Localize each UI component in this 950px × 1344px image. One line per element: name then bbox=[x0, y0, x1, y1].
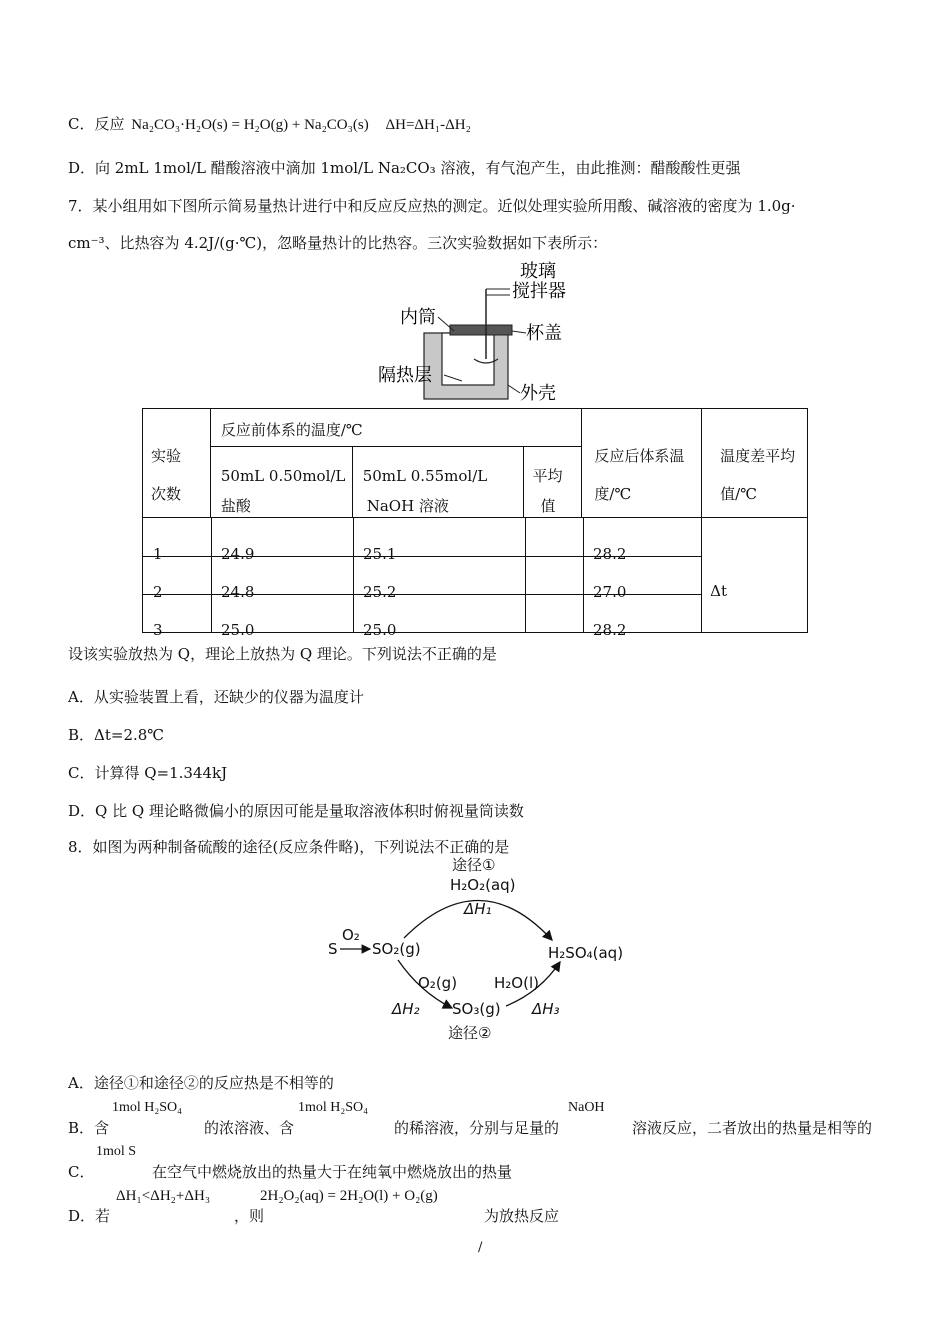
q8-option-b-p4: 溶液反应，二者放出的热量是相等的 bbox=[632, 1119, 873, 1137]
label-shell: 外壳 bbox=[520, 383, 556, 404]
label-stirrer: 搅拌器 bbox=[512, 281, 566, 302]
q7-stem-line1: 7．某小组用如下图所示简易量热计进行中和反应反应热的测定。近似处理实验所用酸、碱溶液的密度为 1.0g· bbox=[68, 197, 796, 215]
row1-trial: 1 bbox=[153, 545, 163, 563]
q7-after-table: 设该实验放热为 Q，理论上放热为 Q 理论。下列说法不正确的是 bbox=[68, 645, 497, 663]
q7-option-b: B．Δt=2.8℃ bbox=[68, 726, 165, 744]
diff-value: Δt bbox=[710, 582, 728, 600]
q8-option-c-formula: 1mol S bbox=[96, 1144, 137, 1159]
so3-label: SO₃(g) bbox=[452, 1000, 501, 1018]
route2-label: 途径② bbox=[448, 1024, 492, 1042]
header-after-line2: 度/℃ bbox=[594, 485, 632, 503]
row2-acid: 24.8 bbox=[221, 583, 255, 601]
q8-option-d-p3: 为放热反应 bbox=[484, 1207, 560, 1225]
header-acid-line1: 50mL 0.50mol/L bbox=[220, 467, 346, 485]
so2-label: SO₂(g) bbox=[372, 940, 421, 958]
h2ol-label: H₂O(l) bbox=[494, 974, 539, 992]
header-avg-line1: 平均 bbox=[532, 467, 563, 485]
header-diff-line2: 值/℃ bbox=[720, 485, 757, 503]
q8-option-c-p1: C． bbox=[68, 1163, 95, 1181]
dh3-label: ΔH₃ bbox=[532, 1000, 560, 1018]
o2-label: O₂ bbox=[342, 926, 360, 944]
header-avg-line2: 值 bbox=[540, 497, 556, 515]
q8-option-b-p2: 的浓溶液、含 bbox=[204, 1119, 295, 1137]
sulfuric-acid-routes-diagram bbox=[320, 852, 640, 1047]
dh1-label: ΔH₁ bbox=[464, 900, 492, 918]
q7-option-c: C．计算得 Q=1.344kJ bbox=[68, 764, 228, 782]
route1-label: 途径① bbox=[452, 856, 496, 874]
header-trial-line2: 次数 bbox=[151, 485, 182, 503]
q8-option-d-formula2: 2H₂O₂(aq) = 2H₂O(l) + O₂(g) bbox=[260, 1188, 438, 1204]
q7-option-d: D．Q 比 Q 理论略微偏小的原因可能是量取溶液体积时俯视量筒读数 bbox=[68, 802, 524, 820]
experiment-table bbox=[142, 408, 808, 639]
cup-lid bbox=[450, 325, 512, 335]
dh2-label: ΔH₂ bbox=[392, 1000, 420, 1018]
q8-option-b-p1: B．含 bbox=[68, 1119, 110, 1137]
q8-option-a: A．途径①和途径②的反应热是不相等的 bbox=[68, 1074, 334, 1092]
header-after bbox=[582, 409, 702, 518]
row2-trial: 2 bbox=[153, 583, 163, 601]
header-acid bbox=[210, 447, 352, 518]
header-base bbox=[352, 447, 524, 518]
h2so4-label: H₂SO₄(aq) bbox=[548, 944, 624, 962]
q7-option-a: A．从实验装置上看，还缺少的仪器为温度计 bbox=[68, 688, 364, 706]
header-base-line1: 50mL 0.55mol/L bbox=[362, 467, 488, 485]
q8-option-c-p2: 在空气中燃烧放出的热量大于在纯氧中燃烧放出的热量 bbox=[152, 1163, 513, 1181]
header-before bbox=[210, 409, 582, 447]
q8-option-d-formula1: ΔH₁<ΔH₂+ΔH₃ bbox=[116, 1188, 211, 1204]
header-diff bbox=[702, 409, 808, 518]
q8-option-b-formula3: NaOH bbox=[568, 1100, 605, 1115]
q6-option-c-equation: Na₂CO₃·H₂O(s) = H₂O(g) + Na₂CO₃(s) bbox=[131, 117, 369, 133]
header-avg bbox=[524, 447, 582, 518]
h2o2-label: H₂O₂(aq) bbox=[450, 876, 516, 894]
data-rows-area bbox=[143, 518, 702, 639]
q6-option-c bbox=[68, 113, 471, 134]
page-footer: / bbox=[478, 1240, 483, 1255]
q6-option-d: D．向 2mL 1mol/L 醋酸溶液中滴加 1mol/L Na₂CO₃ 溶液，有气泡产生，由此推测：醋酸酸性更强 bbox=[68, 159, 741, 177]
row1-acid: 24.9 bbox=[221, 545, 255, 563]
q8-option-b-p3: 的稀溶液，分别与足量的 bbox=[394, 1119, 560, 1137]
label-lid: 杯盖 bbox=[526, 323, 562, 344]
row2-after: 27.0 bbox=[593, 583, 627, 601]
header-base-line2: NaOH 溶液 bbox=[366, 497, 449, 515]
q8-option-d-p1: D．若 bbox=[68, 1207, 111, 1225]
row1-base: 25.1 bbox=[363, 545, 397, 563]
label-inner-cup: 内筒 bbox=[400, 307, 436, 328]
q6-option-c-label: C．反应 bbox=[68, 115, 125, 133]
diff-value-cell bbox=[702, 518, 808, 633]
label-insulation: 隔热层 bbox=[378, 365, 432, 386]
q8-stem: 8．如图为两种制备硫酸的途径(反应条件略)，下列说法不正确的是 bbox=[68, 838, 510, 856]
q8-option-b-formula1: 1mol H₂SO₄ bbox=[112, 1100, 183, 1115]
row1-after: 28.2 bbox=[593, 545, 627, 563]
header-diff-line1: 温度差平均 bbox=[720, 447, 796, 465]
header-before-text: 反应前体系的温度/℃ bbox=[220, 421, 363, 439]
row2-base: 25.2 bbox=[363, 583, 397, 601]
header-trial bbox=[143, 409, 211, 518]
header-trial-line1: 实验 bbox=[151, 447, 182, 465]
row3-after: 28.2 bbox=[593, 621, 627, 639]
q6-option-c-dh: ΔH=ΔH₁-ΔH₂ bbox=[385, 117, 471, 133]
label-glass: 玻璃 bbox=[520, 261, 556, 282]
q7-stem-line2: cm⁻³、比热容为 4.2J/(g·℃)，忽略量热计的比热容。三次实验数据如下表所示： bbox=[68, 234, 608, 252]
row3-base: 25.0 bbox=[363, 621, 397, 639]
row3-acid: 25.0 bbox=[221, 621, 255, 639]
q8-option-d-p2: ，则 bbox=[234, 1207, 265, 1225]
header-acid-line2: 盐酸 bbox=[220, 497, 251, 515]
q8-option-b-formula2: 1mol H₂SO₄ bbox=[298, 1100, 369, 1115]
row3-trial: 3 bbox=[153, 621, 163, 639]
s-label: S bbox=[328, 940, 338, 958]
o2g-label: O₂(g) bbox=[418, 974, 458, 992]
header-after-line1: 反应后体系温 bbox=[594, 447, 685, 465]
calorimeter-diagram bbox=[370, 255, 590, 405]
